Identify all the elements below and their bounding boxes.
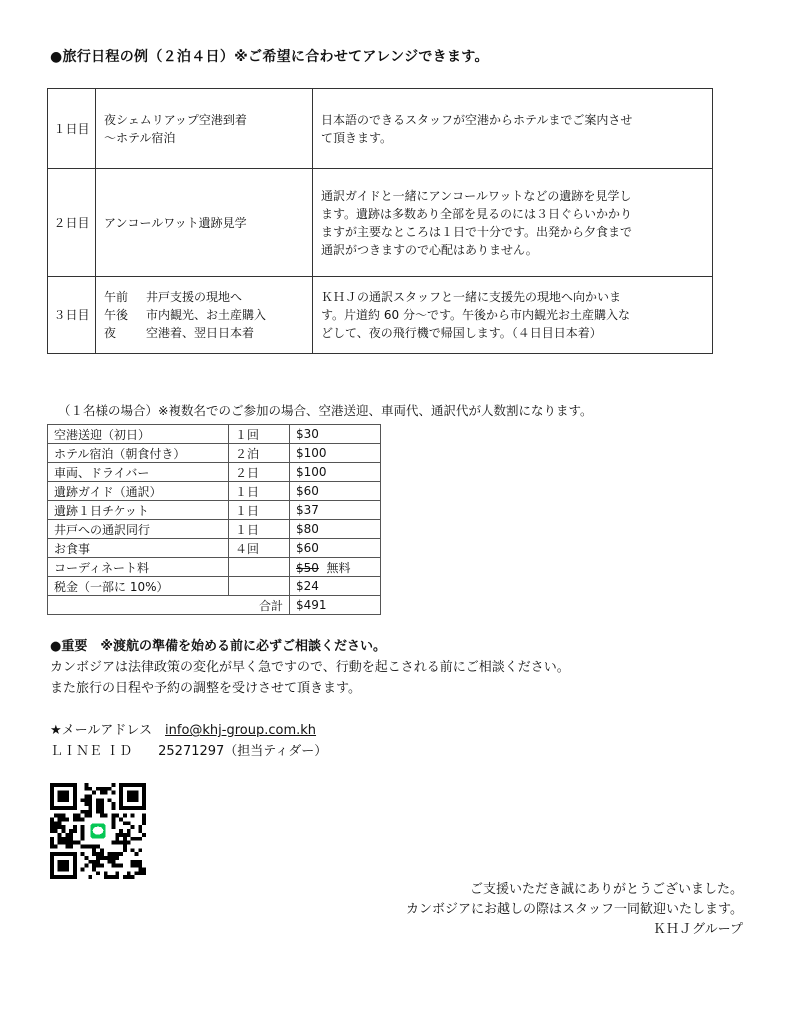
mail-link[interactable]: info@khj-group.com.kh: [165, 723, 317, 738]
table-row: [48, 482, 381, 501]
day-cell: １日目: [48, 89, 96, 169]
cost-note: （１名様の場合）※複数名でのご参加の場合、空港送迎、車両代、通訳代が人数割になります。: [58, 403, 593, 418]
cost-table: [47, 424, 381, 615]
cost-qty: ２日: [229, 463, 290, 482]
plan-line: 〜ホテル宿泊: [104, 130, 176, 145]
plan-line: 空港着、翌日日本着: [146, 326, 255, 340]
desc-line: 日本語のできるスタッフが空港からホテルまでご案内させ: [321, 112, 633, 127]
cost-qty: １日: [229, 482, 290, 501]
plan-cell: [96, 89, 313, 169]
desc-line: 通訳ガイドと一緒にアンコールワットなどの遺跡を見学し: [321, 188, 632, 203]
schedule-grid: [104, 288, 304, 342]
cost-price: $100: [290, 444, 381, 463]
cost-qty: １日: [229, 501, 290, 520]
table-row: [48, 444, 381, 463]
thanks-line: カンボジアにお越しの際はスタッフ一同歓迎いたします。: [406, 902, 743, 917]
cost-item: 車両、ドライバー: [48, 463, 229, 482]
plan-cell: [96, 169, 313, 277]
time-label: 夜: [104, 326, 117, 340]
desc-line: 通訳がつきますので心配はありません。: [321, 242, 538, 257]
time-label: 午前: [104, 290, 129, 304]
cost-qty: １日: [229, 520, 290, 539]
plan-line: アンコールワット遺跡見学: [104, 215, 247, 230]
cost-price: $37: [290, 501, 381, 520]
table-row: [48, 89, 713, 169]
table-row: [48, 558, 381, 577]
desc-line: ますが主要なところは１日で十分です。出発から夕食まで: [321, 224, 633, 239]
desc-line: て頂きます。: [321, 130, 393, 145]
table-row: [48, 425, 381, 444]
thanks-message: [406, 880, 743, 940]
contact-block: [50, 720, 327, 762]
plan-line: 市内観光、お土産購入: [146, 308, 267, 322]
desc-line: ＫＨＪの通訳スタッフと一緒に支援先の現地へ向かいま: [321, 290, 622, 304]
cost-price: $80: [290, 520, 381, 539]
line-qr-code-icon: [50, 783, 146, 879]
table-row: [48, 577, 381, 596]
struck-price: $50: [296, 560, 319, 575]
description-cell: [313, 277, 713, 354]
cost-item: ホテル宿泊（朝食付き）: [48, 444, 229, 463]
cost-item: 遺跡ガイド（通訳）: [48, 482, 229, 501]
line-label: ＬＩＮＥ ＩＤ: [50, 744, 159, 759]
thanks-line: ご支援いただき誠にありがとうございました。: [469, 882, 743, 897]
cost-item: お食事: [48, 539, 229, 558]
table-row: [48, 539, 381, 558]
line-row: [50, 741, 327, 762]
table-row: [48, 169, 713, 277]
total-label: 合計: [48, 596, 290, 615]
cost-qty: ２泊: [229, 444, 290, 463]
plan-line: 夜シェムリアップ空港到着: [104, 112, 247, 127]
free-note: 無料: [326, 560, 351, 575]
cost-price: [290, 558, 381, 577]
plan-line: 井戸支援の現地へ: [146, 290, 243, 304]
description-cell: [313, 169, 713, 277]
signature: ＫＨＪグループ: [653, 922, 743, 937]
important-title: ●重要 ※渡航の準備を始める前に必ずご相談ください。: [50, 639, 386, 654]
cost-item: 遺跡１日チケット: [48, 501, 229, 520]
cost-qty: [229, 558, 290, 577]
table-row: [48, 277, 713, 354]
total-value: $491: [290, 596, 381, 615]
desc-line: ます。遺跡は多数あり全部を見るのには３日ぐらいかかり: [321, 206, 633, 221]
cost-price: $60: [290, 539, 381, 558]
itinerary-table: [47, 88, 713, 354]
cost-qty: [229, 577, 290, 596]
itinerary-heading: ●旅行日程の例（２泊４日）※ご希望に合わせてアレンジできます。: [50, 49, 489, 65]
important-line: また旅行の日程や予約の調整を受けさせて頂きます。: [50, 681, 361, 696]
cost-price: $60: [290, 482, 381, 501]
important-line: カンボジアは法律政策の変化が早く急ですので、行動を起こされる前にご相談ください。: [50, 660, 570, 675]
mail-row: [50, 720, 327, 741]
cost-qty: １回: [229, 425, 290, 444]
time-label: 午後: [104, 308, 129, 322]
line-id: 25271297（担当ティダー）: [158, 744, 328, 759]
plan-cell: [96, 277, 313, 354]
total-row: [48, 596, 381, 615]
day-cell: ３日目: [48, 277, 96, 354]
cost-item: 井戸への通訳同行: [48, 520, 229, 539]
mail-label: ★メールアドレス: [50, 723, 166, 738]
important-notice: [50, 636, 570, 699]
desc-line: どして、夜の飛行機で帰国します。（４日目日本着）: [321, 326, 602, 340]
description-cell: [313, 89, 713, 169]
desc-line: す。片道約 60 分〜です。午後から市内観光お土産購入な: [321, 308, 630, 322]
table-row: [48, 463, 381, 482]
cost-price: $30: [290, 425, 381, 444]
cost-item: コーディネート料: [48, 558, 229, 577]
cost-item: 空港送迎（初日）: [48, 425, 229, 444]
cost-price: $100: [290, 463, 381, 482]
table-row: [48, 501, 381, 520]
cost-price: $24: [290, 577, 381, 596]
day-cell: ２日目: [48, 169, 96, 277]
cost-item: 税金（一部に 10%）: [48, 577, 229, 596]
cost-qty: ４回: [229, 539, 290, 558]
table-row: [48, 520, 381, 539]
